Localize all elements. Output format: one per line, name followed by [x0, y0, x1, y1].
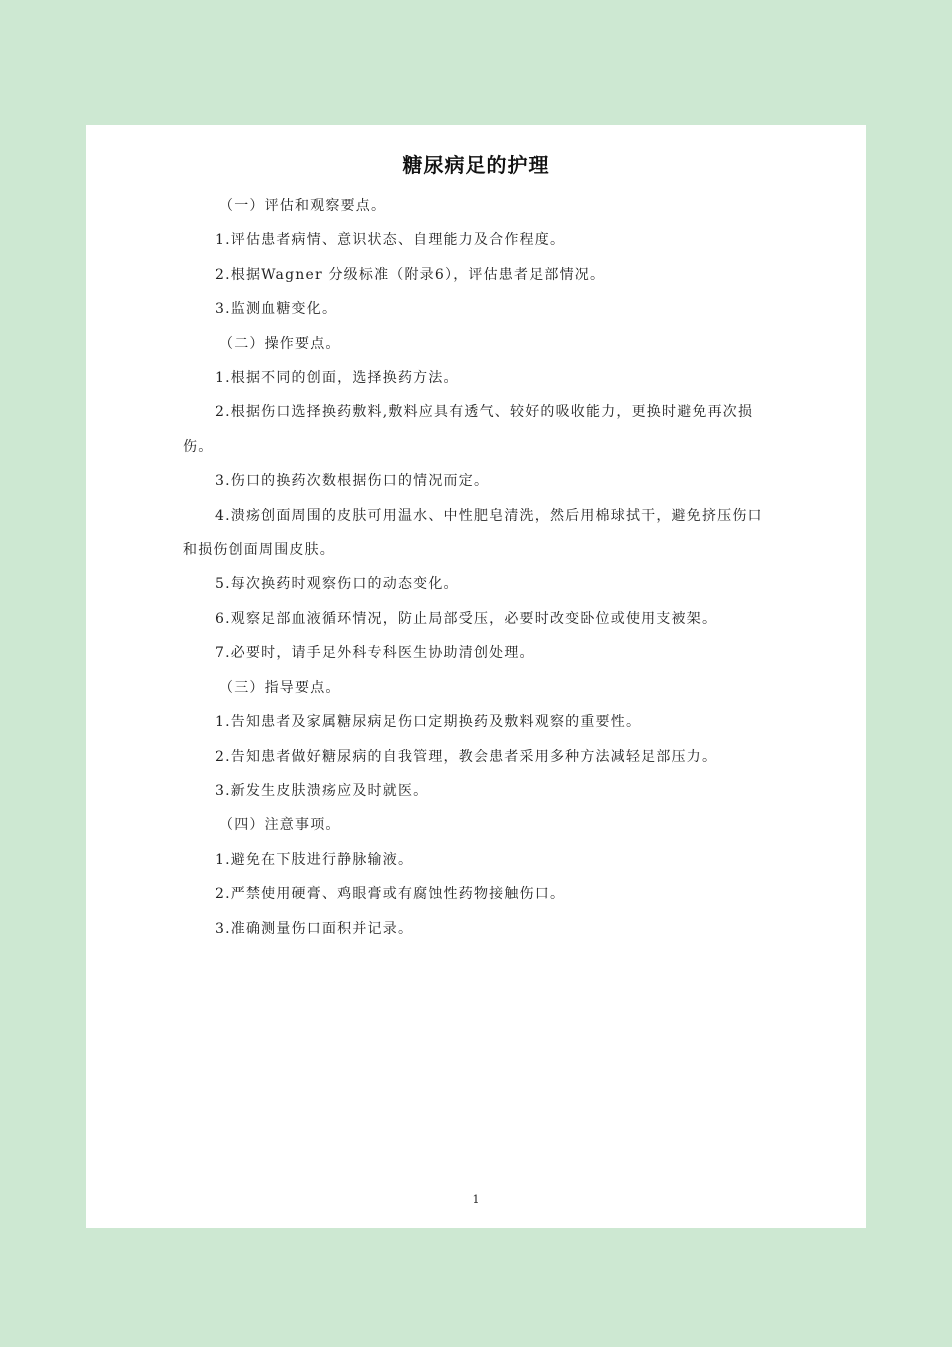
paragraph: 1.根据不同的创面，选择换药方法。 [215, 370, 459, 387]
section-heading: （二）操作要点。 [219, 335, 341, 352]
paragraph: 2.严禁使用硬膏、鸡眼膏或有腐蚀性药物接触伤口。 [215, 886, 566, 903]
paragraph: 2.根据Wagner 分级标准（附录6），评估患者足部情况。 [215, 266, 606, 283]
document-title: 糖尿病足的护理 [402, 153, 550, 177]
document-page [86, 125, 866, 1228]
paragraph: 5.每次换药时观察伤口的动态变化。 [215, 576, 459, 593]
paragraph: 3.新发生皮肤溃疡应及时就医。 [215, 782, 429, 799]
section-heading: （三）指导要点。 [219, 679, 341, 696]
paragraph: 1.评估患者病情、意识状态、自理能力及合作程度。 [215, 232, 566, 249]
paragraph: 2.根据伤口选择换药敷料,敷料应具有透气、较好的吸收能力，更换时避免再次损伤。 [183, 404, 754, 455]
paragraph: 3.伤口的换药次数根据伤口的情况而定。 [215, 473, 490, 490]
paragraph: 3.准确测量伤口面积并记录。 [215, 920, 414, 937]
document-body [183, 189, 773, 946]
paragraph: 1.避免在下肢进行静脉输液。 [215, 851, 414, 868]
section-heading: （一）评估和观察要点。 [219, 198, 387, 214]
paragraph: 1.告知患者及家属糖尿病足伤口定期换药及敷料观察的重要性。 [215, 714, 642, 731]
paragraph: 6.观察足部血液循环情况，防止局部受压，必要时改变卧位或使用支被架。 [215, 610, 718, 627]
paragraph: 3.监测血糖变化。 [215, 301, 338, 318]
page-number: 1 [472, 1193, 480, 1206]
section-heading: （四）注意事项。 [219, 817, 341, 834]
paragraph: 2.告知患者做好糖尿病的自我管理，教会患者采用多种方法减轻足部压力。 [215, 748, 718, 765]
paragraph: 4.溃疡创面周围的皮肤可用温水、中性肥皂清洗，然后用棉球拭干，避免挤压伤口和损伤创面周围皮肤。 [183, 507, 763, 559]
paragraph: 7.必要时，请手足外科专科医生协助清创处理。 [215, 645, 535, 662]
